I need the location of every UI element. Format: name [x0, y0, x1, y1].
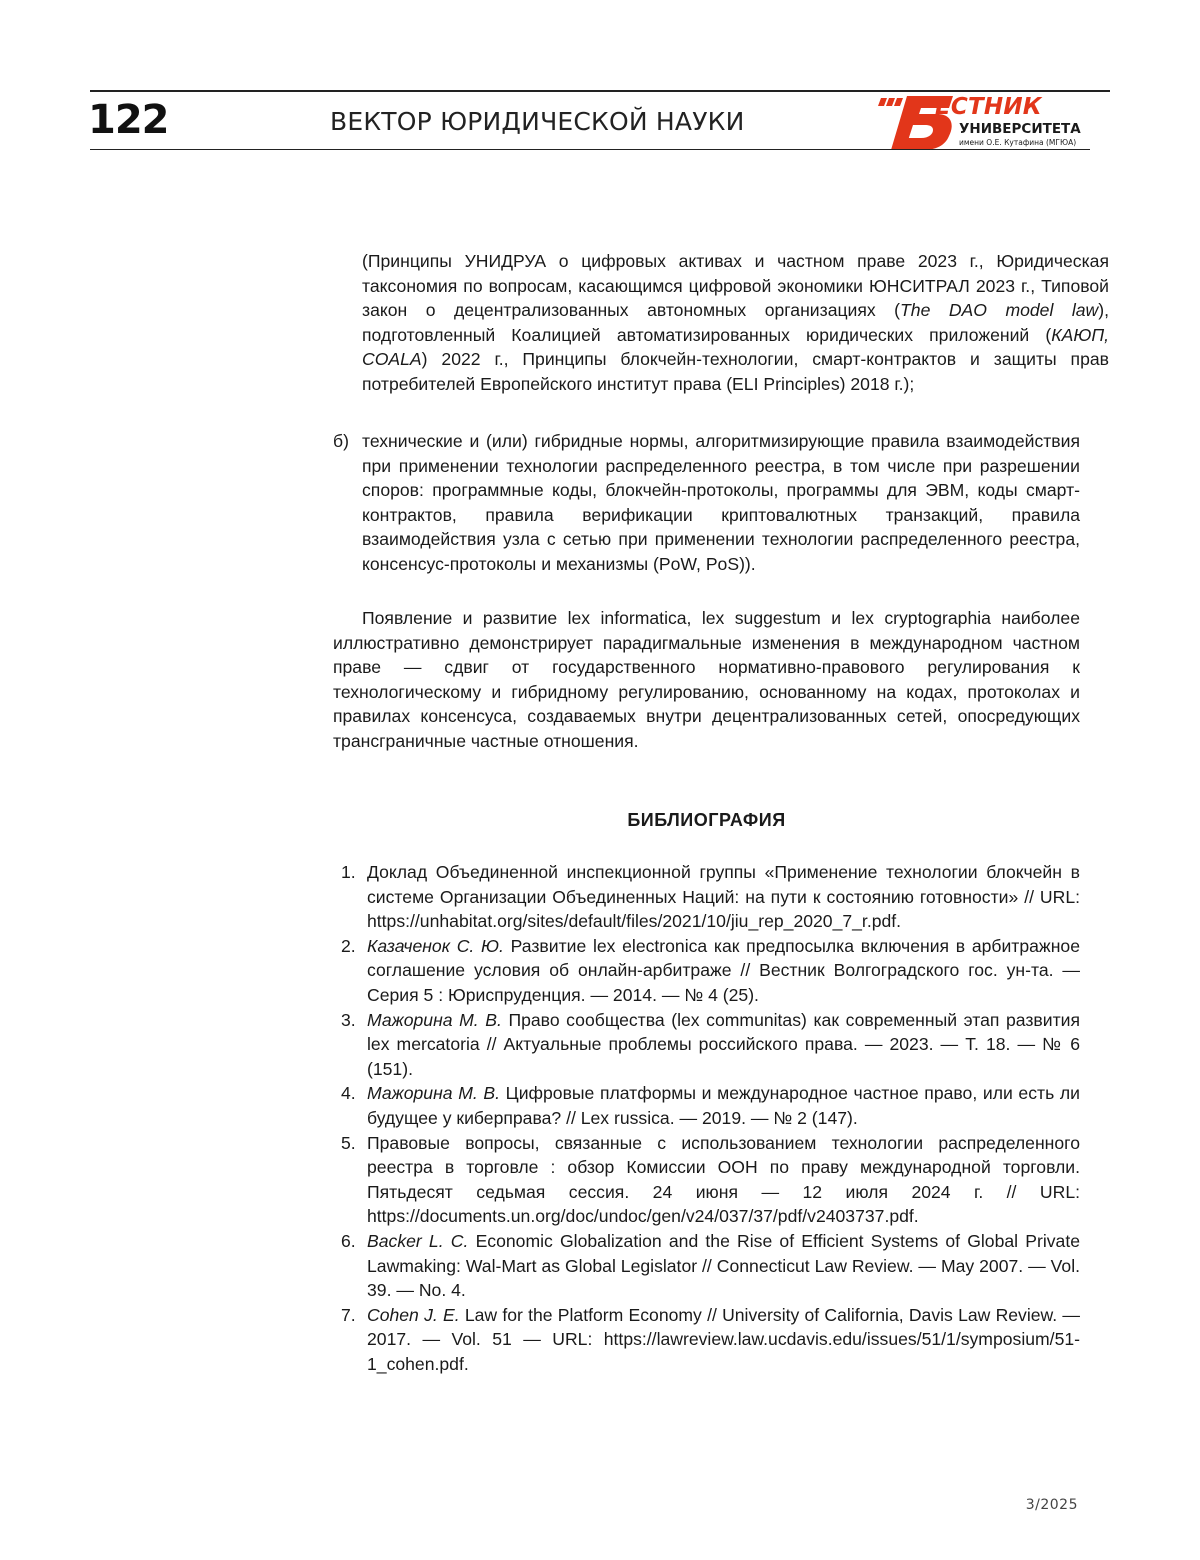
bibliography-number: 6.	[341, 1229, 356, 1254]
bibliography-heading: БИБЛИОГРАФИЯ	[333, 808, 1080, 832]
bibliography-text: Цифровые платформы и международное частное право, или есть ли будущее у киберправа? // Lex russica. — 2019. — № 2 (147).	[367, 1083, 1080, 1128]
issue-number: 3/2025	[1026, 1496, 1078, 1514]
text-run: ), подготовленный Коалицией автоматизированных юридических приложений (	[362, 300, 1109, 345]
bibliography-number: 7.	[341, 1303, 356, 1328]
bibliography-author: Cohen J. E.	[367, 1305, 460, 1325]
italic-run: КАЮП, COALA	[362, 325, 1109, 370]
text-run: (Принципы УНИДРУА о цифровых активах и частном праве 2023 г., Юридическая таксономия по вопросам, касающимся цифровой экономики ЮНСИТРАЛ 2023 г., Типовой закон о децентрализованных автономных организациях (	[362, 251, 1109, 320]
bibliography-author: Казаченок С. Ю.	[367, 936, 504, 956]
bibliography-item	[333, 1008, 1080, 1082]
bibliography-item	[333, 1229, 1080, 1303]
bibliography-text: Право сообщества (lex communitas) как современный этап развития lex mercatoria // Актуальные проблемы российского права. — 2023. — Т. 18. — № 6 (151).	[367, 1010, 1080, 1079]
bibliography-item	[333, 1131, 1080, 1229]
bibliography-number: 4.	[341, 1081, 356, 1106]
text-run: ) 2022 г., Принципы блокчейн-технологии, смарт-контрактов и защиты прав потребителей Европейского институт права (ELI Principles) 2018 г.);	[362, 349, 1109, 394]
header-bottom-rule	[90, 149, 1090, 150]
bibliography-item	[333, 934, 1080, 1008]
bibliography-text: Доклад Объединенной инспекционной группы «Применение технологии блокчейн в системе Организации Объединенных Наций: на пути к состоянию готовности» // URL: https://unhabitat.org/sites/default/files/2021/10/jiu_rep_2020_7_r.pdf.	[367, 862, 1080, 931]
bibliography-list	[333, 860, 1080, 1376]
page-number: 122	[88, 96, 188, 144]
bibliography-text: Развитие lex electronica как предпосылка включения в арбитражное соглашение условия об онлайн-арбитраже // Вестник Волгоградского гос. ун-та. — Серия 5 : Юриспруденция. — 2014. — № 4 (25).	[367, 936, 1080, 1005]
bibliography-author: Мажорина М. В.	[367, 1010, 502, 1030]
list-item-b	[333, 429, 1080, 577]
bibliography-text: Law for the Platform Economy // University of California, Davis Law Review. — 2017. — Vol. 51 — URL: https://lawreview.law.ucdavis.edu/issues/51/1/symposium/51-1_cohen.pdf.	[367, 1305, 1080, 1374]
bibliography-number: 5.	[341, 1131, 356, 1156]
journal-section-title: ВЕКТОР ЮРИДИЧЕСКОЙ НАУКИ	[330, 106, 830, 138]
bibliography-text: Правовые вопросы, связанные с использованием технологии распределенного реестра в торговле : обзор Комиссии ООН по праву международной торговли. Пятьдесят седьмая сессия. 24 июня — 12 июля 2024 г. // URL: https://documents.un.org/doc/undoc/gen/v24/037/37/pdf/v2403737.pdf.	[367, 1133, 1080, 1227]
logo-subtitle-small: имени О.Е. Кутафина (МГЮА)	[959, 138, 1099, 147]
list-item-text: технические и (или) гибридные нормы, алгоритмизирующие правила взаимодействия при применении технологии распределенного реестра, в том числе при разрешении споров: программные коды, блокчейн-протоколы, программы для ЭВМ, коды смарт-контрактов, правила верификации криптовалютных транзакций, правила взаимодействия узла с сетью при применении технологии распределенного реестра, консенсус-протоколы и механизмы (PoW, PoS)).	[362, 429, 1080, 577]
bibliography-item	[333, 860, 1080, 934]
bibliography-number: 2.	[341, 934, 356, 959]
bibliography-item	[333, 1081, 1080, 1130]
italic-run: The DAO model law	[900, 300, 1098, 320]
bibliography-number: 1.	[341, 860, 356, 885]
logo-wordmark: ЕСТНИК	[935, 94, 1095, 120]
bibliography-number: 3.	[341, 1008, 356, 1033]
list-item-a-continuation	[333, 249, 1109, 397]
bibliography-author: Backer L. C.	[367, 1231, 468, 1251]
list-item-label: б)	[333, 429, 349, 454]
logo-subtitle: УНИВЕРСИТЕТА	[959, 121, 1099, 137]
bibliography-item	[333, 1303, 1080, 1377]
journal-logo	[875, 94, 1095, 152]
bibliography-author: Мажорина М. В.	[367, 1083, 500, 1103]
header-top-rule	[90, 90, 1110, 92]
body-paragraph: Появление и развитие lex informatica, lex suggestum и lex cryptographia наиболее иллюстративно демонстрирует парадигмальные изменения в международном частном праве — сдвиг от государственного нормативно-правового регулирования к технологическому и гибридному регулированию, основанному на кодах, протоколах и правилах консенсуса, создаваемых внутри децентрализованных сетей, опосредующих трансграничные частные отношения.	[333, 606, 1080, 754]
bibliography-text: Economic Globalization and the Rise of Efficient Systems of Global Private Lawmaking: Wal-Mart as Global Legislator // Connecticut Law Review. — May 2007. — Vol. 39. — No. 4.	[367, 1231, 1080, 1300]
